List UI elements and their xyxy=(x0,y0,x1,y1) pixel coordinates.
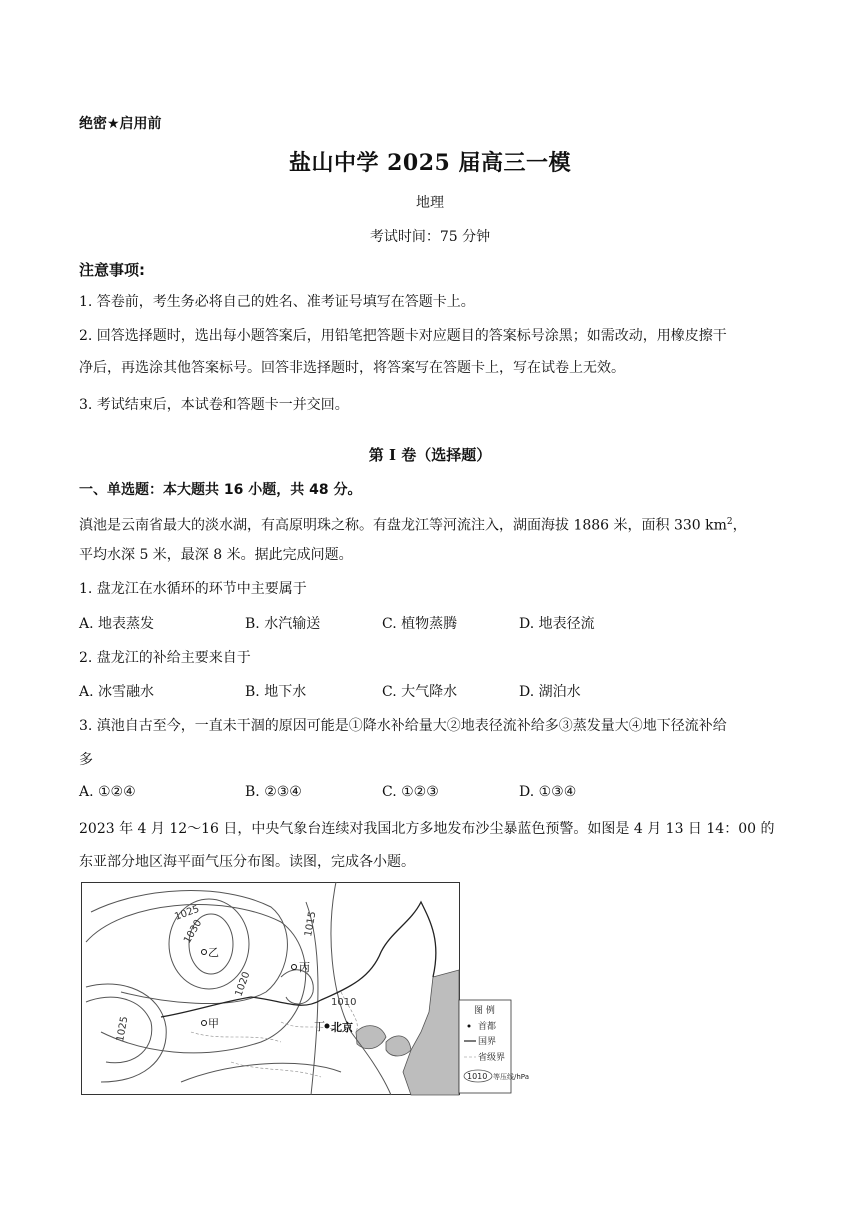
q3-option-b[interactable]: B. ②③④ xyxy=(245,784,302,800)
legend-provincial: 省级界 xyxy=(478,1053,506,1063)
legend-isobar: 等压线/hPa xyxy=(493,1073,529,1081)
intro1-line1 xyxy=(79,511,779,537)
legend-capital: 首都 xyxy=(478,1022,497,1032)
q2-option-b[interactable]: B. 地下水 xyxy=(245,684,307,700)
notice-item-3: 3. 考试结束后，本试卷和答题卡一并交回。 xyxy=(79,397,349,413)
superscript: 2 xyxy=(726,517,733,527)
place-jia: 甲 xyxy=(208,1017,219,1030)
q1-option-d[interactable]: D. 地表径流 xyxy=(519,616,595,632)
place-bing: 丙 xyxy=(299,961,310,974)
isobar-label: 1025 xyxy=(173,903,201,923)
place-beijing: 北京 xyxy=(331,1021,353,1034)
notice-heading: 注意事项: xyxy=(79,261,145,279)
q1-option-c[interactable]: C. 植物蒸腾 xyxy=(382,616,458,632)
q1-option-a[interactable]: A. 地表蒸发 xyxy=(79,616,155,632)
legend-national: 国界 xyxy=(478,1037,497,1047)
notice-item-2-line2: 净后，再选涂其他答案标号。回答非选择题时，将答案写在答题卡上，写在试卷上无效。 xyxy=(79,360,625,376)
isobar-label: 1015 xyxy=(303,910,319,938)
isobar-label: 1025 xyxy=(115,1015,131,1043)
notice-item-2-line1: 2. 回答选择题时，选出每小题答案后，用铅笔把答题卡对应题目的答案标号涂黑；如需改动，用橡皮擦干 xyxy=(79,328,727,344)
intro2-line1: 2023 年 4 月 12～16 日，中央气象台连续对我国北方多地发布沙尘暴蓝色预警。如图是 4 月 13 日 14：00 的 xyxy=(79,821,775,837)
intro1-punct: ， xyxy=(732,517,747,534)
confidential-mark: 绝密★启用前 xyxy=(79,116,162,132)
q2-stem: 2. 盘龙江的补给主要来自于 xyxy=(79,650,251,666)
isobar-label: 1030 xyxy=(182,917,205,946)
pressure-map xyxy=(81,882,529,1097)
notice-item-1: 1. 答卷前，考生务必将自己的姓名、准考证号填写在答题卡上。 xyxy=(79,294,475,310)
q2-option-d[interactable]: D. 湖泊水 xyxy=(519,684,581,700)
exam-subject: 地理 xyxy=(416,195,444,211)
place-ding: 丁 xyxy=(314,1020,325,1033)
q3-stem-line2: 多 xyxy=(79,752,93,768)
place-yi: 乙 xyxy=(208,946,219,959)
q3-option-c[interactable]: C. ①②③ xyxy=(382,784,439,800)
intro2-line2: 东亚部分地区海平面气压分布图。读图，完成各小题。 xyxy=(79,854,415,870)
isobar-label: 1010 xyxy=(331,997,357,1008)
q2-option-c[interactable]: C. 大气降水 xyxy=(382,684,458,700)
q3-stem-line1: 3. 滇池自古至今，一直未干涸的原因可能是①降水补给量大②地表径流补给多③蒸发量大④地下径流补给 xyxy=(79,718,727,734)
q1-stem: 1. 盘龙江在水循环的环节中主要属于 xyxy=(79,581,307,597)
intro1-text: 滇池是云南省最大的淡水湖，有高原明珠之称。有盘龙江等河流注入，湖面海拔 1886 米，面积 330 km xyxy=(79,517,727,534)
legend-title: 图 例 xyxy=(474,1006,495,1016)
intro1-line2: 平均水深 5 米，最深 8 米。据此完成问题。 xyxy=(79,547,353,563)
section-title: 第 I 卷（选择题） xyxy=(368,446,492,464)
q1-option-b[interactable]: B. 水汽输送 xyxy=(245,616,321,632)
q3-option-d[interactable]: D. ①③④ xyxy=(519,784,577,800)
legend-isobar-value: 1010 xyxy=(467,1072,488,1081)
exam-time: 考试时间：75 分钟 xyxy=(369,229,491,245)
q3-option-a[interactable]: A. ①②④ xyxy=(79,784,136,800)
part-title: 一、单选题：本大题共 16 小题，共 48 分。 xyxy=(79,482,362,498)
exam-title: 盐山中学 2025 届高三一模 xyxy=(288,150,572,176)
q2-option-a[interactable]: A. 冰雪融水 xyxy=(79,684,155,700)
isobar-label: 1020 xyxy=(233,970,253,999)
